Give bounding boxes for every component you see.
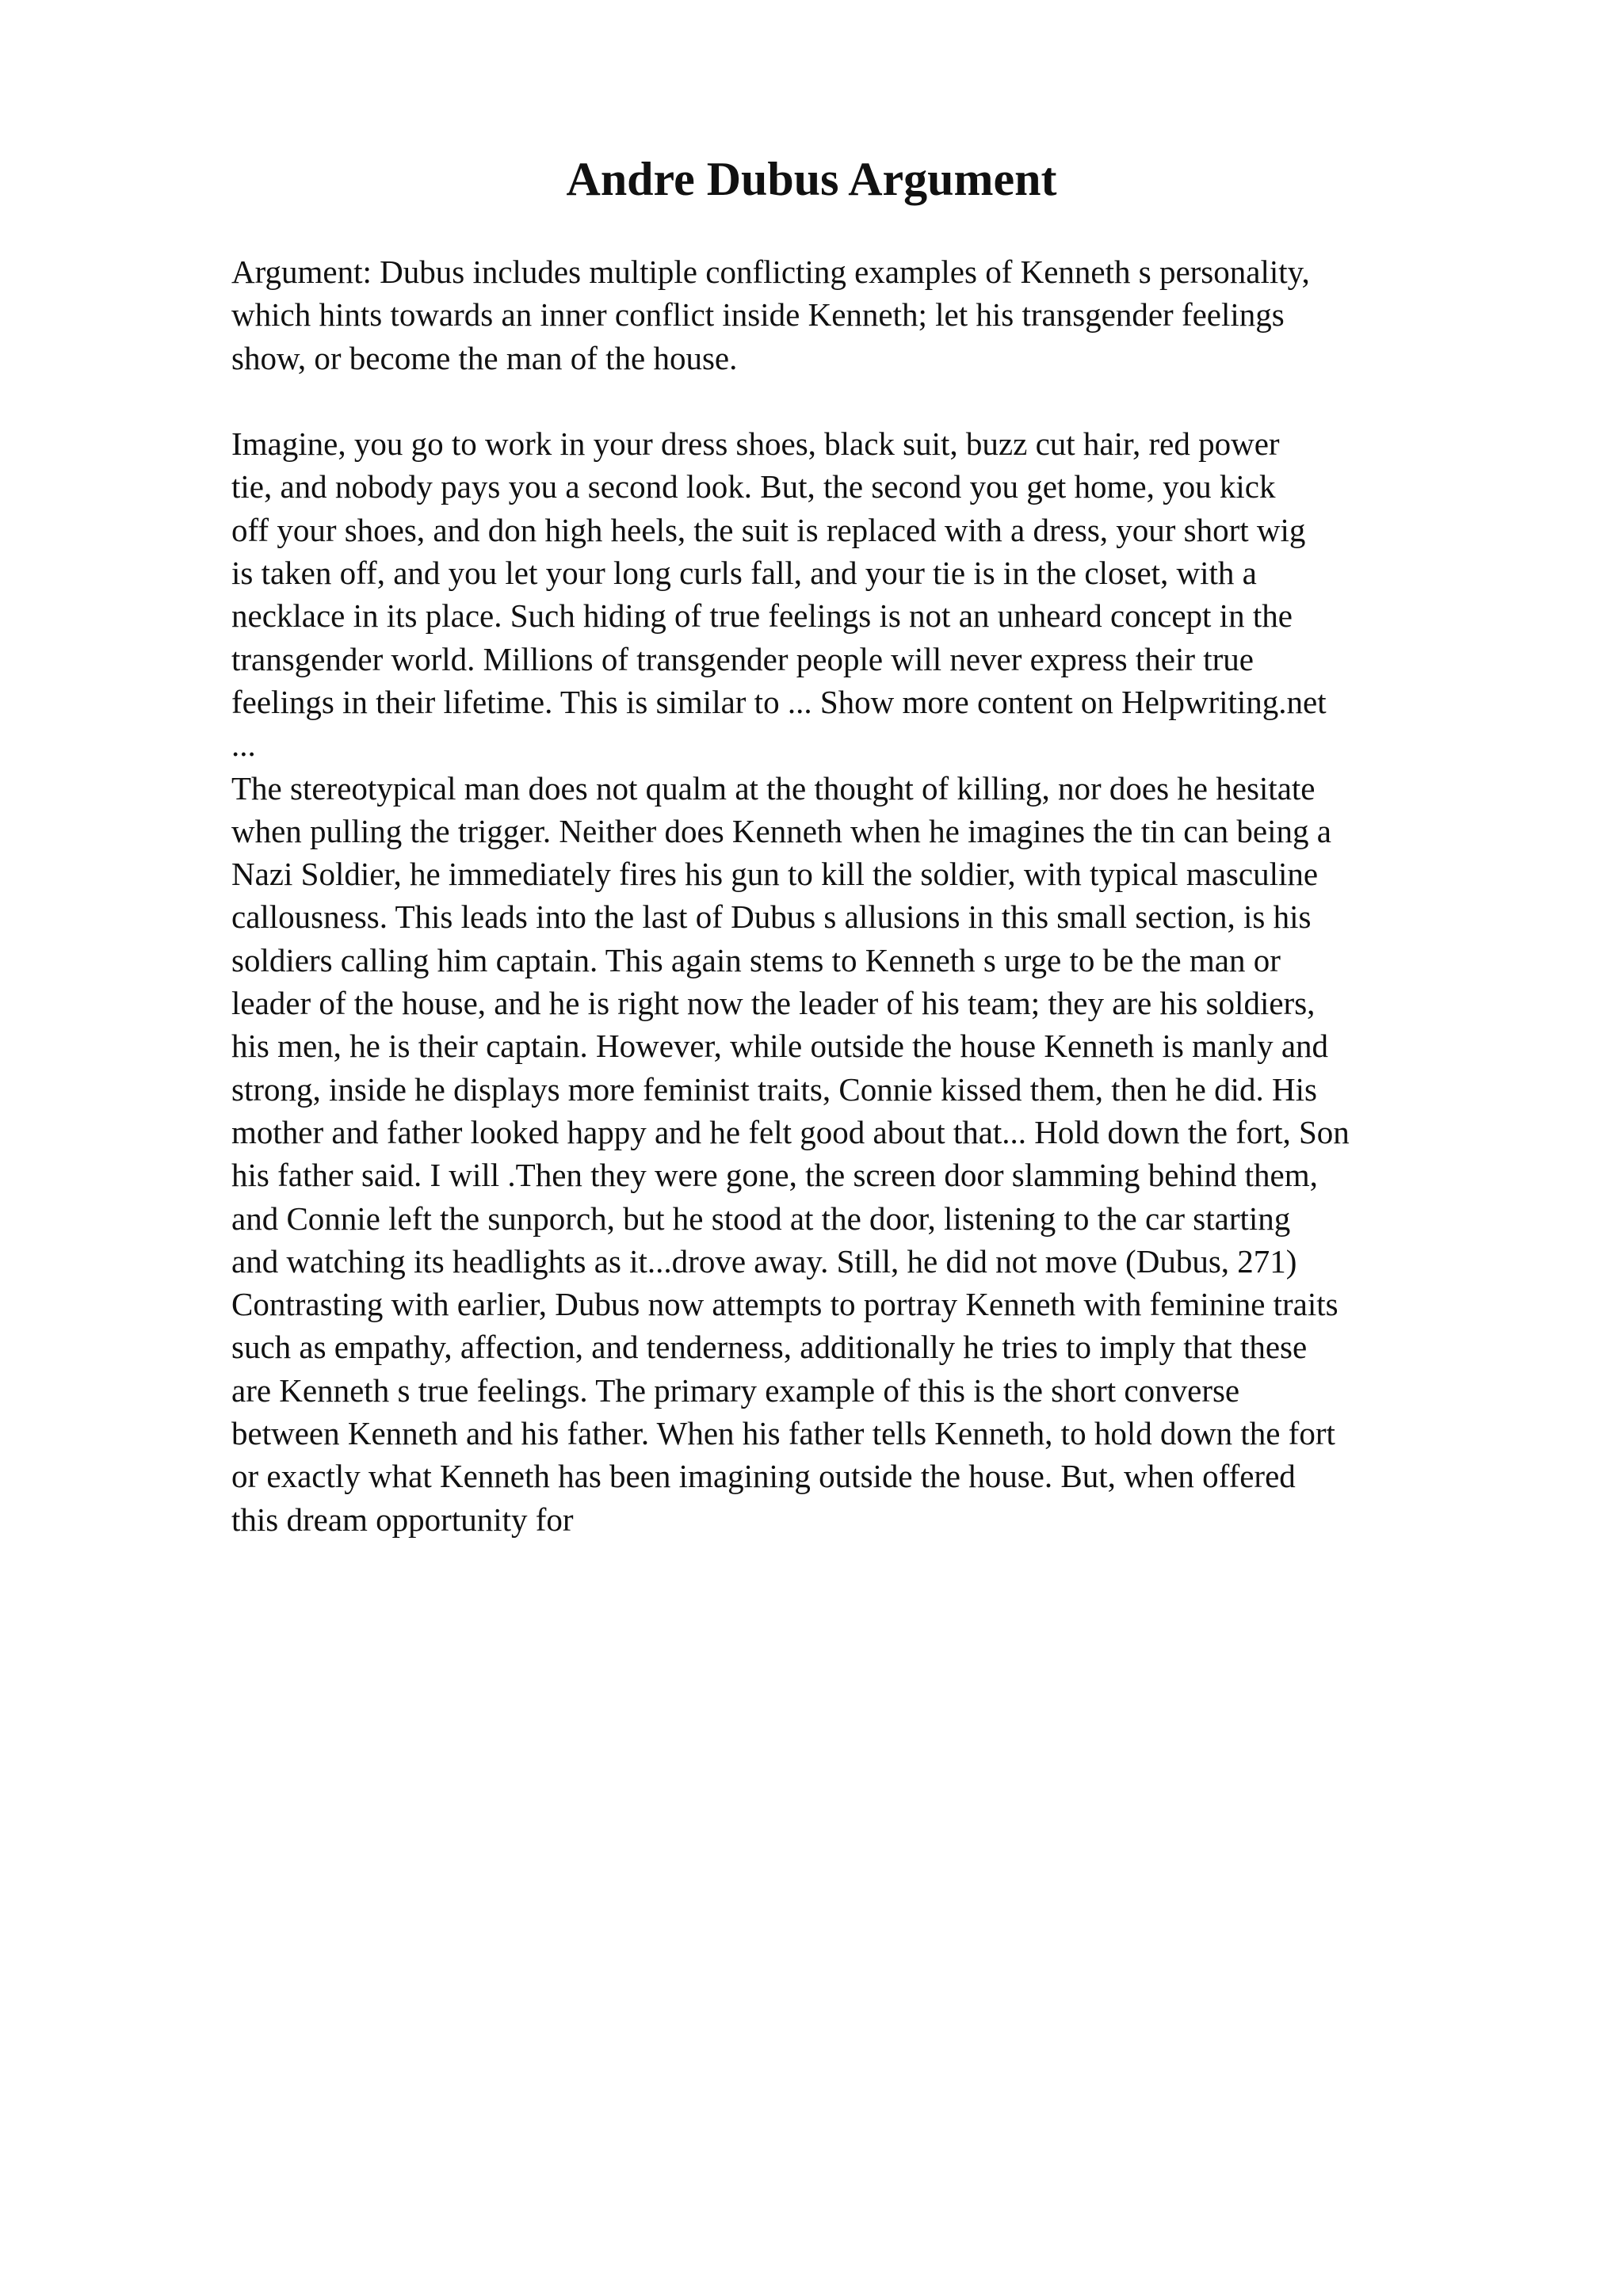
text-line: callousness. This leads into the last of Dubus s allusions in this small section, is his [231,898,1312,936]
text-line: when pulling the trigger. Neither does Kenneth when he imagines the tin can being a [231,812,1331,849]
text-line: such as empathy, affection, and tenderness, additionally he tries to imply that these [231,1329,1308,1366]
text-line: his father said. I will .Then they were gone, the screen door slamming behind them, [231,1157,1318,1194]
text-line: The stereotypical man does not qualm at the thought of killing, nor does he hesitate [231,769,1316,807]
text-line: is taken off, and you let your long curls fall, and your tie is in the closet, with a [231,555,1257,592]
text-line: tie, and nobody pays you a second look. But, the second you get home, you kick [231,468,1276,505]
text-line: transgender world. Millions of transgender people will never express their true [231,640,1254,677]
text-line: feelings in their lifetime. This is similar to ... Show more content on Helpwriting.net [231,683,1327,720]
text-line: and watching its headlights as it...drove away. Still, he did not move (Dubus, 271) [231,1242,1297,1280]
document-title: Andre Dubus Argument [566,153,1057,205]
text-line: off your shoes, and don high heels, the suit is replaced with a dress, your short wig [231,511,1306,548]
document-body [231,250,1531,1541]
text-line: leader of the house, and he is right now the leader of his team; they are his soldiers, [231,985,1316,1022]
text-line: between Kenneth and his father. When his father tells Kenneth, to hold down the fort [231,1415,1335,1452]
text-line: his men, he is their captain. However, while outside the house Kenneth is manly and [231,1028,1329,1065]
text-line: ... [231,727,256,764]
text-line: soldiers calling him captain. This again stems to Kenneth s urge to be the man or [231,941,1281,978]
text-line: necklace in its place. Such hiding of true feelings is not an unheard concept in the [231,597,1293,635]
text-line: and Connie left the sunporch, but he stood at the door, listening to the car starting [231,1199,1291,1237]
text-line: are Kenneth s true feelings. The primary example of this is the short converse [231,1371,1240,1409]
paragraph-gap [231,379,1531,422]
text-line: Imagine, you go to work in your dress shoes, black suit, buzz cut hair, red power [231,425,1280,463]
text-line: mother and father looked happy and he felt good about that... Hold down the fort, Son [231,1113,1350,1150]
text-line: this dream opportunity for [231,1501,574,1538]
text-line: which hints towards an inner conflict inside Kenneth; let his transgender feelings [231,296,1285,334]
text-line: show, or become the man of the house. [231,339,738,376]
paragraph-body [231,422,1531,1541]
text-line: Argument: Dubus includes multiple conflicting examples of Kenneth s personality, [231,254,1310,290]
text-line: Contrasting with earlier, Dubus now attempts to portray Kenneth with feminine traits [231,1286,1338,1323]
text-line: strong, inside he displays more feminist traits, Connie kissed them, then he did. His [231,1070,1317,1108]
text-line: Nazi Soldier, he immediately fires his gun to kill the soldier, with typical masculine [231,856,1319,893]
paragraph-argument [231,250,1531,379]
text-line: or exactly what Kenneth has been imagining outside the house. But, when offered [231,1458,1296,1495]
